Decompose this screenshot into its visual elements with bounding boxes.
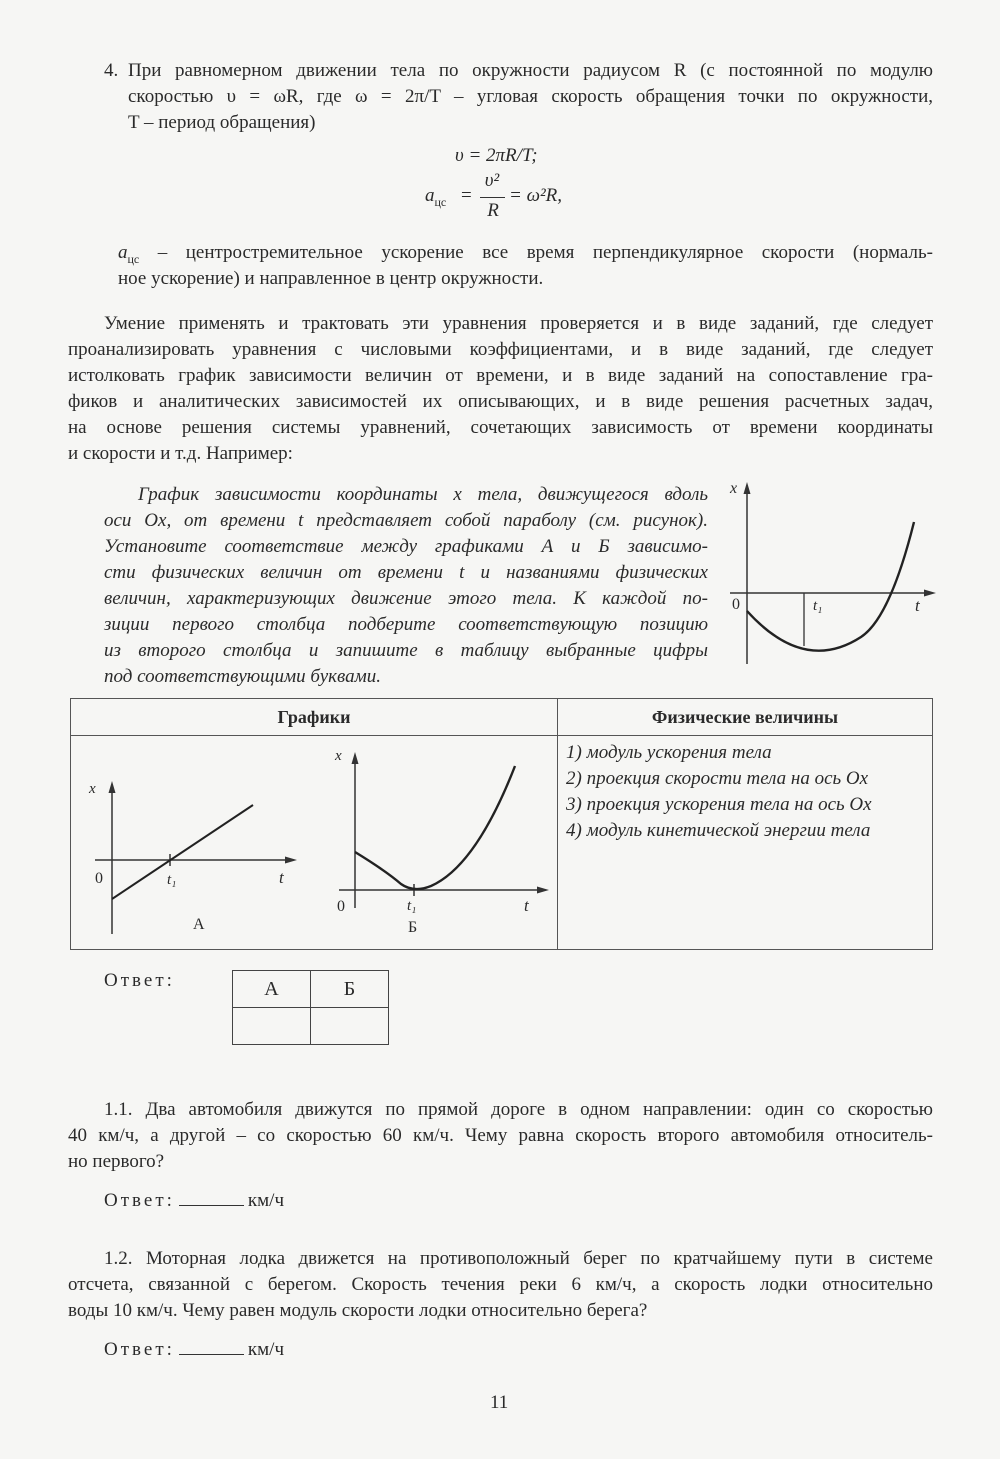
answer-a-input[interactable]: [233, 1008, 311, 1045]
item-number: 4.: [104, 60, 119, 81]
problem-1-2-line: отсчета, связанной с берегом. Скорость течения реки 6 км/ч, а скорость лодки относительно: [68, 1274, 933, 1295]
formula-velocity: υ = 2πR/T;: [455, 145, 538, 166]
graphs-header: Графики: [71, 699, 558, 736]
x-axis-label: t: [915, 596, 920, 615]
intro-line: проанализировать уравнения с числовыми коэффициентами, и в виде заданий, где следует: [68, 339, 933, 360]
graph-b-caption: Б: [408, 919, 418, 936]
problem-1-1-line: 40 км/ч, а другой – со скоростью 60 км/ч. Чему равна скорость второго автомобиля относитель-: [68, 1125, 933, 1146]
quantity-item: 3) проекция ускорения тела на ось Ox: [566, 794, 872, 815]
answer-col-a-header: А: [233, 971, 311, 1008]
graph-a: [81, 766, 301, 941]
task-line: Установите соответствие между графиками А и Б зависимо-: [104, 536, 708, 557]
problem-1-2-line: воды 10 км/ч. Чему равен модуль скорости лодки относительно берега?: [68, 1300, 648, 1321]
intro-line: на основе решения системы уравнений, сочетающих зависимость от времени координаты: [68, 417, 933, 438]
y-axis-label: x: [730, 480, 738, 497]
task-line: из второго столбца и запишите в таблицу выбранные цифры: [104, 640, 708, 661]
graph-b-t1: t₁: [407, 898, 417, 914]
unit-label: км/ч: [247, 1190, 284, 1211]
graph-a-t1: t₁: [167, 872, 177, 888]
parabola-figure: [725, 478, 940, 668]
t1-label: t₁: [813, 598, 823, 614]
graph-a-origin: 0: [95, 870, 103, 887]
matching-table: [70, 698, 933, 950]
answer-blank-1-1[interactable]: [179, 1189, 244, 1206]
item4-line3: T – период обращения): [128, 112, 316, 133]
task-line: под соответствующими буквами.: [104, 666, 382, 687]
graph-a-caption: А: [193, 916, 205, 933]
fraction-bar: [480, 197, 505, 198]
task-line: величин, характеризующих движение этого тела. К каждой по-: [104, 588, 708, 609]
formula-denominator: R: [487, 200, 499, 221]
answer-label: Ответ:: [104, 970, 175, 991]
graphs-cell: [71, 736, 558, 950]
graph-b-y-label: x: [335, 748, 342, 764]
equals-sign: =: [461, 185, 472, 206]
formula-numerator: υ²: [484, 170, 500, 191]
quantity-item: 2) проекция скорости тела на ось Ox: [566, 768, 869, 789]
item4-line2: скоростью υ = ωR, где ω = 2π/T – угловая скорость обращения точки по окружности,: [128, 86, 933, 107]
quantities-cell: [558, 736, 933, 950]
graph-b-plot: [331, 746, 551, 941]
item4-note-line2: ное ускорение) и направленное в центр окружности.: [118, 268, 544, 289]
item4-note-line1: $a_{цс}$ – центростремительное ускорение все время перпендикулярное скорости (нормаль-: [118, 242, 933, 266]
answer-blank-1-2[interactable]: [179, 1338, 244, 1355]
graph-b-x-label: t: [524, 896, 529, 915]
page-number: 11: [490, 1392, 509, 1413]
task-line: сти физических величин от времени t и названиями физических: [104, 562, 708, 583]
quantity-item: 1) модуль ускорения тела: [566, 742, 772, 763]
graph-b: [331, 746, 551, 941]
quantity-item: 4) модуль кинетической энергии тела: [566, 820, 871, 841]
formula-lhs: $a_{цс}$: [425, 185, 447, 209]
graph-a-plot: [81, 766, 301, 941]
item4-line1: При равномерном движении тела по окружности радиусом R (с постоянной по модулю: [128, 60, 933, 81]
intro-line: фиков и аналитических зависимостей их описывающих, и в виде решения расчетных задач,: [68, 391, 933, 412]
answer-table: [232, 970, 389, 1045]
answer-col-b-header: Б: [311, 971, 389, 1008]
parabola-graph: [725, 478, 940, 668]
quantities-header: Физические величины: [558, 699, 933, 736]
problem-1-2-line: 1.2. Моторная лодка движется на противоположный берег по кратчайшему пути в системе: [104, 1248, 933, 1269]
intro-line: и скорости и т.д. Например:: [68, 443, 293, 464]
formula-rhs: = ω²R,: [509, 185, 563, 206]
graph-a-x-label: t: [279, 868, 284, 887]
task-line: зиции первого столбца подберите соответствующую позицию: [104, 614, 708, 635]
intro-line: истолковать график зависимости величин от времени, и в виде заданий на сопоставление гра-: [68, 365, 933, 386]
problem-1-1-line: но первого?: [68, 1151, 165, 1172]
problem-1-2-answer: Ответ: км/ч: [104, 1339, 284, 1360]
graph-b-origin: 0: [337, 898, 345, 915]
task-line: График зависимости координаты x тела, движущегося вдоль: [138, 484, 708, 505]
intro-line: Умение применять и трактовать эти уравнения проверяется и в виде заданий, где следует: [104, 313, 933, 334]
answer-b-input[interactable]: [311, 1008, 389, 1045]
origin-label: 0: [732, 596, 740, 613]
task-line: оси Ox, от времени t представляет собой параболу (см. рисунок).: [104, 510, 708, 531]
graph-a-y-label: x: [89, 781, 96, 797]
unit-label: км/ч: [247, 1339, 284, 1360]
problem-1-1-line: 1.1. Два автомобиля движутся по прямой дороге в одном направлении: один со скоростью: [104, 1099, 933, 1120]
problem-1-1-answer: Ответ: км/ч: [104, 1190, 284, 1211]
